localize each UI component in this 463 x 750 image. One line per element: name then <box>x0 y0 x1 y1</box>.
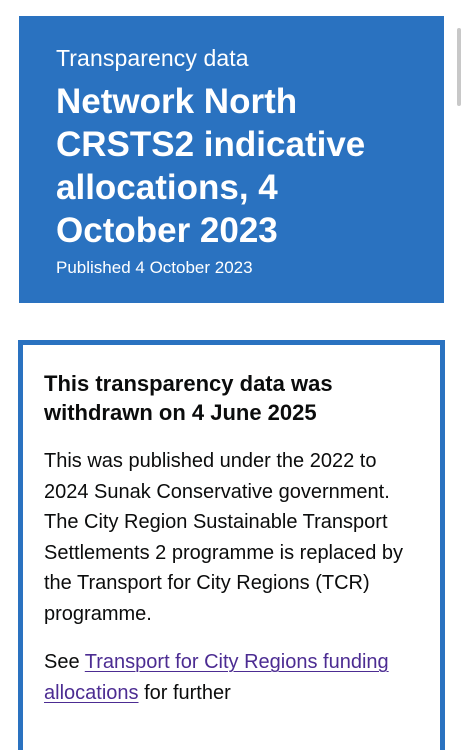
page-header <box>19 16 444 303</box>
withdrawn-notice <box>18 340 445 750</box>
withdrawn-notice-see-also <box>44 647 415 708</box>
page-title: Network North CRSTS2 indicative allocations, 4 October 2023 <box>56 82 366 250</box>
scrollbar[interactable] <box>457 28 461 106</box>
published-date: Published 4 October 2023 <box>56 258 253 277</box>
withdrawn-notice-body: This was published under the 2022 to 2024 Sunak Conservative government. The City Region Sustainable Transport Settlements 2 programme is replaced by the Transport for City Regions (TCR) programme. <box>44 450 404 625</box>
document-type: Transparency data <box>56 45 249 71</box>
tcr-funding-allocations-link[interactable]: Transport for City Regions funding allocations <box>44 651 389 704</box>
withdrawn-notice-heading: This transparency data was withdrawn on 4 June 2025 <box>44 371 333 425</box>
see-prefix: See <box>44 651 85 673</box>
see-suffix: for further <box>138 681 231 704</box>
